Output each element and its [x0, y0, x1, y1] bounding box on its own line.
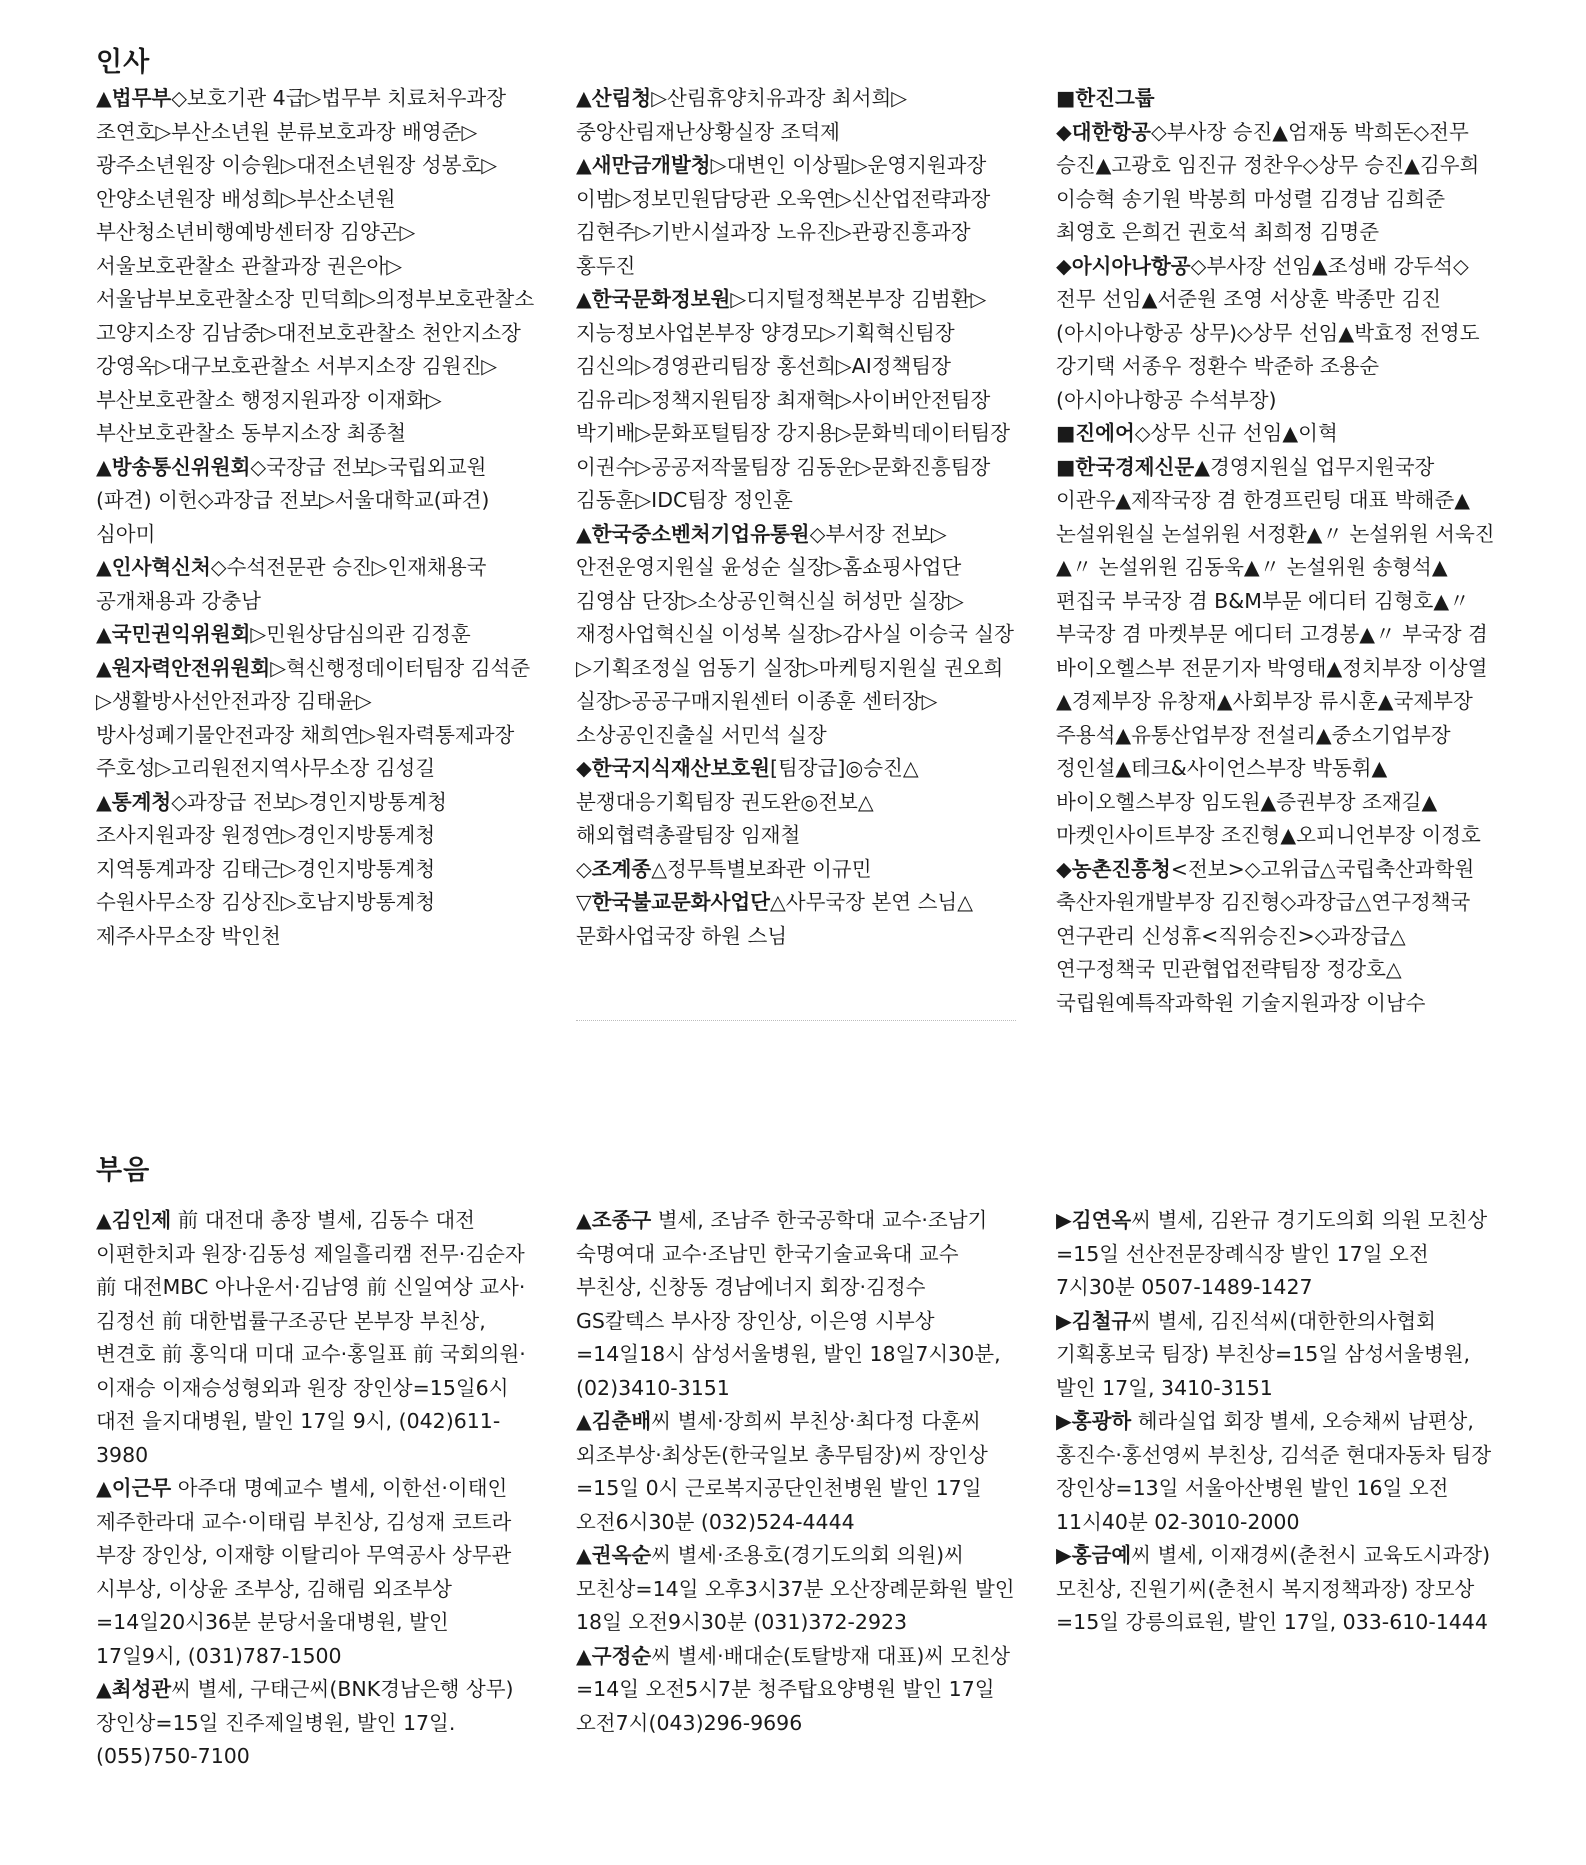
entry — [1056, 116, 1496, 250]
entry-text: 씨 별세·조용호(경기도의회 의원)씨 모친상=14일 오후3시37분 오산장례문화원 발인 18일 오전9시30분 (031)372-2923 — [576, 1543, 1015, 1634]
entry-text: 씨 별세·장희씨 부친상·최다정 다훈씨 외조부상·최상돈(한국일보 총무팀장)씨 장인상=15일 0시 근로복지공단인천병원 발인 17일 오전6시30분 (032)524-4444 — [576, 1409, 988, 1534]
entry-text: △사무국장 본연 스님△문화사업국장 하원 스님 — [576, 890, 973, 948]
bueum-column-1 — [96, 1204, 536, 1774]
entry-text: ◇국장급 전보▷국립외교원(파견) 이헌◇과장급 전보▷서울대학교(파견) 심아미 — [96, 454, 490, 546]
entry — [1056, 853, 1496, 1021]
entry — [96, 618, 536, 652]
entry-org: ▲한국중소벤처기업유통원 — [576, 521, 810, 546]
entry — [576, 1204, 1016, 1405]
entry-org: ■한진그룹 — [1056, 86, 1155, 110]
entry — [1056, 1204, 1496, 1305]
entry — [96, 1204, 536, 1472]
entry — [96, 82, 536, 451]
entry — [576, 1405, 1016, 1539]
entry-text: 헤라실업 회장 별세, 오승채씨 남편상, 홍진수·홍선영씨 부친상, 김석준 현대자동차 팀장 장인상=13일 서울아산병원 발인 16일 오전 11시40분 02-3010-2000 — [1056, 1409, 1492, 1534]
entry-org: ▲방송통신위원회 — [96, 454, 251, 479]
entry — [96, 1472, 536, 1673]
entry — [576, 149, 1016, 283]
entry-text: [팀장급]◎승진△분쟁대응기획팀장 권도완◎전보△해외협력총괄팀장 임재철 — [576, 756, 919, 847]
entry-text: ◇과장급 전보▷경인지방통계청 조사지원과장 원정연▷경인지방통계청 지역통계과장 김태근▷경인지방통계청 수원사무소장 김상진▷호남지방통계청 제주사무소장 박인천 — [96, 789, 447, 948]
entry — [576, 1539, 1016, 1640]
entry-org: ▲새만금개발청 — [576, 153, 711, 177]
insa-column-3 — [1056, 82, 1496, 1020]
entry-org: ▲산림청 — [576, 86, 652, 110]
entry — [576, 518, 1016, 753]
entry-org: ■한국경제신문 — [1056, 454, 1195, 479]
entry-org: ◆농촌진흥청 — [1056, 856, 1171, 881]
entry-text: 씨 별세, 이재경씨(춘천시 교육도시과장) 모친상, 진원기씨(춘천시 복지정책과장) 장모상=15일 강릉의료원, 발인 17일, 033-610-1444 — [1056, 1543, 1491, 1634]
entry-org: ▶김연옥 — [1056, 1208, 1132, 1232]
entry — [1056, 417, 1496, 451]
entry — [96, 652, 536, 786]
entry-text: ▲경영지원실 업무지원국장 이관우▲제작국장 겸 한경프린팅 대표 박해준▲논설위원실 논설위원 서정환▲〃 논설위원 서욱진▲〃 논설위원 김동욱▲〃 논설위원 송형석▲편집국 부국장 겸 B&M부문 에디터 김형호▲〃 부국장 겸 마켓부문 에디터 고경봉▲〃 부국장 겸 바이오헬스부 전문기자 박영태▲정치부장 이상열▲경제부장 유창재▲사회부장 류시훈▲국제부장 주용석▲유통산업부장 전설리▲중소기업부장 정인설▲테크&사이언스부장 박동휘▲바이오헬스부장 임도원▲증권부장 조재길▲마켓인사이트부장 조진형▲오피니언부장 이정호 — [1056, 454, 1495, 847]
entry-text: 씨 별세·배대순(토탈방재 대표)씨 모친상=14일 오전5시7분 청주탑요양병원 발인 17일 오전7시(043)296-9696 — [576, 1643, 1011, 1735]
entry-text: <전보>◇고위급△국립축산과학원 축산자원개발부장 김진형◇과장급△연구정책국 연구관리 신성휴<직위승진>◇과장급△연구정책국 민관협업전략팀장 정강호△국립원예특작과학원 기술지원과장 이남수 — [1056, 856, 1475, 1015]
entry-text: ◇보호기관 4급▷법무부 치료처우과장 조연호▷부산소년원 분류보호과장 배영준▷광주소년원장 이승원▷대전소년원장 성봉호▷안양소년원장 배성희▷부산소년원 부산청소년비행예방센터장 김양곤▷서울보호관찰소 관찰과장 권은아▷서울남부보호관찰소장 민덕희▷의정부보호관찰소 고양지소장 김남중▷대전보호관찰소 천안지소장 강영옥▷대구보호관찰소 서부지소장 김원진▷부산보호관찰소 행정지원과장 이재화▷부산보호관찰소 동부지소장 최종철 — [96, 86, 535, 445]
column-end-rule — [576, 1020, 1016, 1021]
entry-org: ▲통계청 — [96, 789, 172, 814]
entry — [96, 786, 536, 954]
entry-org: ◆아시아나항공 — [1056, 253, 1191, 278]
entry — [576, 886, 1016, 953]
entry — [576, 752, 1016, 853]
entry-text: 前 대전대 총장 별세, 김동수 대전 이편한치과 원장·김동성 제일흘리캠 전무·김순자 前 대전MBC 아나운서·김남영 前 신일여상 교사·김정선 前 대한법률구조공단 본부장 부친상, 변견호 前 홍익대 미대 교수·홍일표 前 국회의원·이재승 이재승성형외과 원장 장인상=15일6시 대전 을지대병원, 발인 17일 9시, (042)611-3980 — [96, 1208, 526, 1467]
entry-org: ▲김인제 — [96, 1208, 172, 1232]
entry — [96, 451, 536, 552]
section-title-bueum: 부음 — [96, 1155, 151, 1186]
entry-text: ◇수석전문관 승진▷인재채용국 공개채용과 강충남 — [96, 555, 487, 613]
entry-text: ▷산림휴양치유과장 최서희▷중앙산림재난상황실장 조덕제 — [576, 86, 908, 144]
entry-org: ▶김철규 — [1056, 1308, 1132, 1333]
entry-text: 씨 별세, 김진석씨(대한한의사협회 기획홍보국 팀장) 부친상=15일 삼성서울병원, 발인 17일, 3410-3151 — [1056, 1308, 1470, 1400]
entry-text: 씨 별세, 김완규 경기도의회 의원 모친상=15일 선산전문장례식장 발인 17일 오전 7시30분 0507-1489-1427 — [1056, 1208, 1488, 1299]
entry-org: ▲최성관 — [96, 1677, 172, 1701]
entry-text: ◇부사장 선임▲조성배 강두석◇전무 선임▲서준원 조영 서상훈 박종만 김진(아시아나항공 상무)◇상무 선임▲박효정 전영도 강기택 서종우 정환수 박준하 조용순(아시아나항공 수석부장) — [1056, 253, 1480, 412]
entry — [1056, 1539, 1496, 1640]
entry-text: 별세, 조남주 한국공학대 교수·조남기 숙명여대 교수·조남민 한국기술교육대 교수 부친상, 신창동 경남에너지 회장·김정수 GS칼텍스 부사장 장인상, 이은영 시부상=14일18시 삼성서울병원, 발인 18일7시30분, (02)3410-3151 — [576, 1208, 1001, 1400]
entry-org: ▲국민권익위원회 — [96, 622, 251, 646]
entry-text: ▷디지털정책본부장 김범환▷지능정보사업본부장 양경모▷기획혁신팀장 김신의▷경영관리팀장 홍선희▷AI정책팀장 김유리▷정책지원팀장 최재혁▷사이버안전팀장 박기배▷문화포털팀장 강지용▷문화빅데이터팀장 이권수▷공공저작물팀장 김동운▷문화진흥팀장 김동훈▷IDC팀장 정인훈 — [576, 287, 1011, 512]
entry-org: ▲이근무 — [96, 1476, 172, 1500]
entry-text: △정무특별보좌관 이규민 — [651, 856, 872, 881]
entry-org: ▲조종구 — [576, 1208, 652, 1232]
entry — [1056, 1405, 1496, 1539]
entry — [1056, 82, 1496, 116]
entry — [576, 853, 1016, 887]
entry-org: ▲한국문화정보원 — [576, 287, 731, 311]
entry-org: ▲구정순 — [576, 1643, 652, 1668]
entry — [1056, 451, 1496, 853]
entry-org: ◆대한항공 — [1056, 119, 1151, 144]
entry-text: 씨 별세, 구태근씨(BNK경남은행 상무) 장인상=15일 진주제일병원, 발인 17일. (055)750-7100 — [96, 1677, 514, 1768]
entry — [576, 82, 1016, 149]
section-title-insa: 인사 — [96, 47, 151, 78]
entry-text: ◇상무 신규 선임▲이혁 — [1134, 421, 1338, 445]
entry-text: 아주대 명예교수 별세, 이한선·이태인 제주한라대 교수·이태림 부친상, 김성재 코트라 부장 장인상, 이재향 이탈리아 무역공사 상무관 시부상, 이상윤 조부상, 김해림 외조부상=14일20시36분 분당서울대병원, 발인 17일9시, (031)787-1500 — [96, 1476, 512, 1668]
entry — [1056, 250, 1496, 418]
entry-org: ▽한국불교문화사업단 — [576, 890, 770, 914]
entry-org: ▲김춘배 — [576, 1409, 652, 1433]
entry-org: ▶홍광하 — [1056, 1409, 1132, 1433]
entry-text: ▷민원상담심의관 김정훈 — [250, 622, 471, 646]
entry-org: ■진에어 — [1056, 421, 1135, 445]
entry-org: ▲법무부 — [96, 86, 172, 110]
entry-org: ▲원자력안전위원회 — [96, 655, 271, 680]
entry-text: ◇부서장 전보▷안전운영지원실 윤성순 실장▷홈쇼핑사업단 김영삼 단장▷소상공인혁신실 허성만 실장▷재정사업혁신실 이성복 실장▷감사실 이승국 실장▷기획조정실 엄동기 실장▷마케팅지원실 권오희 실장▷공공구매지원센터 이종훈 센터장▷소상공인진출실 서민석 실장 — [576, 521, 1014, 747]
entry — [96, 551, 536, 618]
entry — [96, 1673, 536, 1774]
bueum-column-3 — [1056, 1204, 1496, 1640]
entry-text: ▷대변인 이상필▷운영지원과장 이범▷정보민원담당관 오욱연▷신산업전략과장 김현주▷기반시설과장 노유진▷관광진흥과장 홍두진 — [576, 153, 991, 278]
insa-column-1 — [96, 82, 536, 953]
entry-org: ▲권옥순 — [576, 1543, 652, 1567]
entry — [576, 283, 1016, 518]
entry — [576, 1640, 1016, 1741]
entry-org: ▶홍금예 — [1056, 1543, 1132, 1567]
entry-text: ◇부사장 승진▲엄재동 박희돈◇전무 승진▲고광호 임진규 정찬우◇상무 승진▲김우희 이승혁 송기원 박봉희 마성렬 김경남 김희준 최영호 은희건 권호석 최희정 김명준 — [1056, 119, 1480, 244]
insa-column-2 — [576, 82, 1016, 953]
entry-org: ◇조계종 — [576, 856, 652, 881]
bueum-column-2 — [576, 1204, 1016, 1740]
entry-org: ▲인사혁신처 — [96, 555, 211, 579]
entry-text: ▷혁신행정데이터팀장 김석준▷생활방사선안전과장 김태윤▷방사성폐기물안전과장 채희연▷원자력통제과장 주호성▷고리원전지역사무소장 김성길 — [96, 655, 531, 780]
entry-org: ◆한국지식재산보호원 — [576, 756, 770, 780]
entry — [1056, 1305, 1496, 1406]
